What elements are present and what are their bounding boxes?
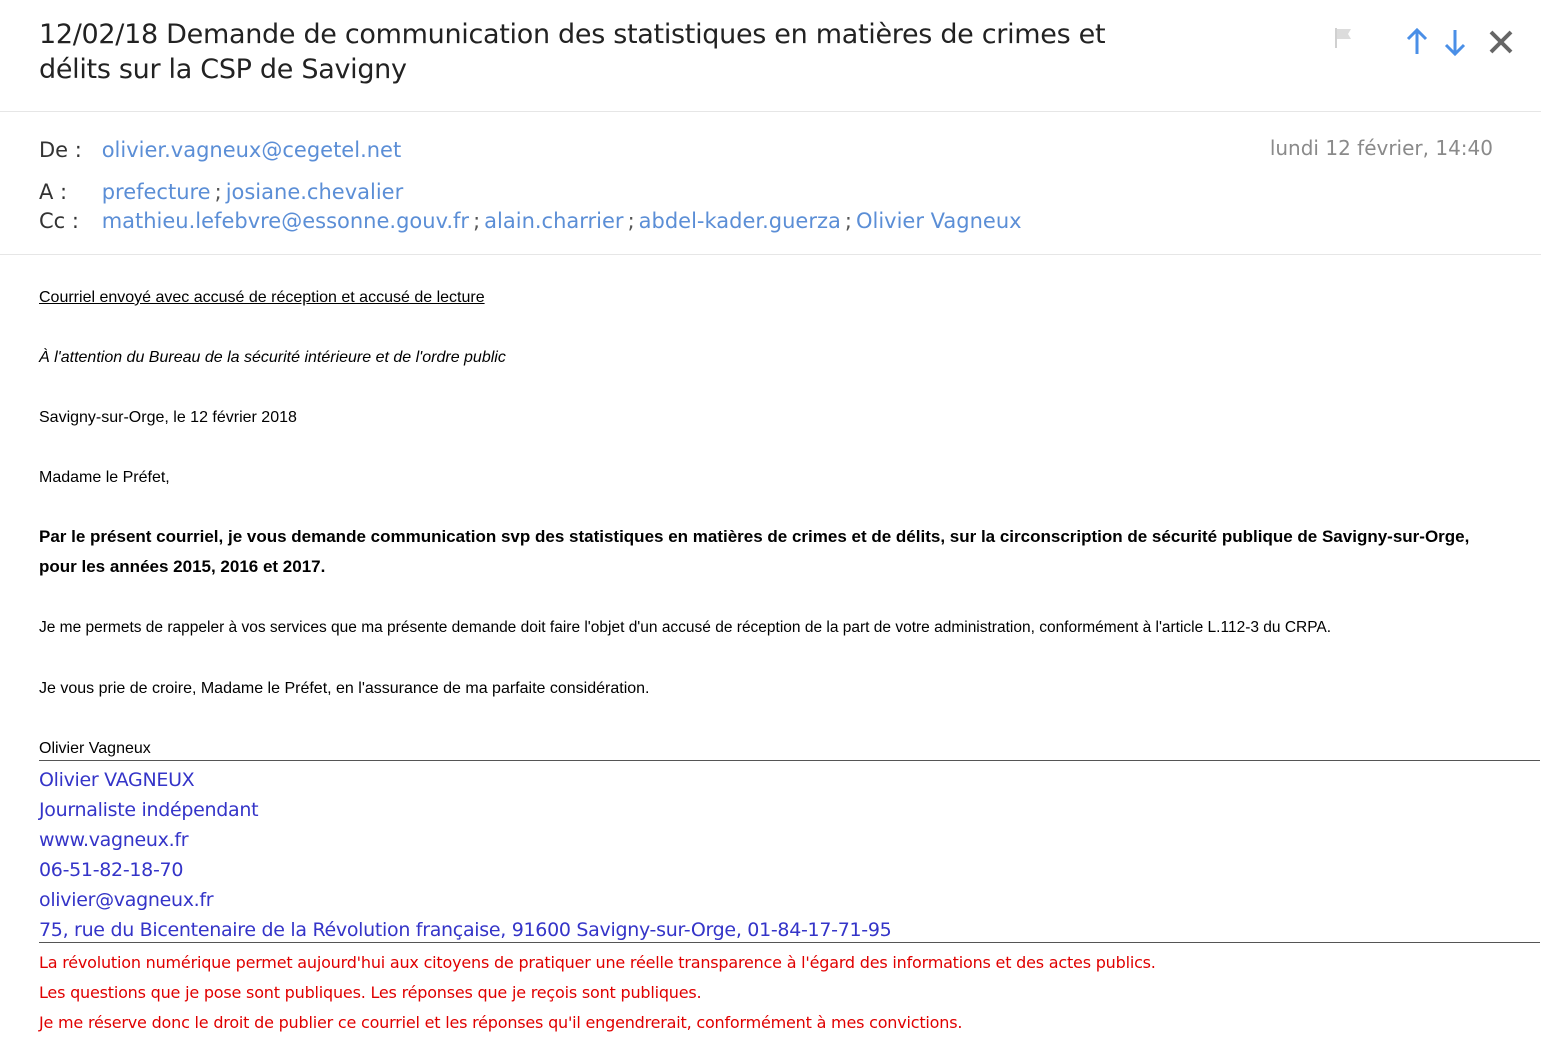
sender-name: Olivier Vagneux — [39, 740, 151, 757]
cc-label: Cc : — [39, 209, 79, 233]
signature-address: 75, rue du Bicentenaire de la Révolution française, 91600 Savigny-sur-Orge, 01-84-17-71-95 — [39, 919, 892, 941]
next-message-button[interactable] — [1439, 24, 1475, 60]
disclaimer-line: Les questions que je pose sont publiques. Les réponses que je reçois sont publiques. — [39, 983, 702, 1002]
from-label: De : — [39, 138, 82, 162]
previous-message-button[interactable] — [1401, 24, 1437, 60]
recipient-separator: ; — [627, 209, 635, 233]
signature-divider-bottom — [39, 942, 1540, 943]
to-recipient[interactable]: prefecture — [101, 180, 211, 204]
disclaimer-line: Je me réserve donc le droit de publier ce courriel et les réponses qu'il engendrerait, conformément à mes convictions. — [39, 1013, 963, 1032]
signature-website[interactable]: www.vagneux.fr — [39, 829, 189, 851]
closing-paragraph: Je vous prie de croire, Madame le Préfet, en l'assurance de ma parfaite considération. — [39, 680, 650, 697]
cc-recipient[interactable]: alain.charrier — [484, 209, 624, 233]
email-subject: 12/02/18 Demande de communication des statistiques en matières de crimes et délits sur la CSP de Savigny — [39, 19, 1106, 85]
arrow-down-icon — [1439, 24, 1475, 58]
place-date: Savigny-sur-Orge, le 12 février 2018 — [39, 409, 297, 426]
recipient-separator: ; — [844, 209, 852, 233]
close-button[interactable] — [1485, 24, 1521, 60]
receipt-notice: Courriel envoyé avec accusé de réception et accusé de lecture — [39, 289, 485, 306]
signature-divider-top — [39, 760, 1540, 761]
from-row — [39, 136, 401, 164]
to-recipient[interactable]: josiane.chevalier — [225, 180, 404, 204]
close-icon — [1485, 24, 1521, 58]
recipient-separator: ; — [473, 209, 481, 233]
signature-phone: 06-51-82-18-70 — [39, 859, 184, 881]
attention-line: À l'attention du Bureau de la sécurité intérieure et de l'ordre public — [39, 349, 506, 366]
from-address[interactable]: olivier.vagneux@cegetel.net — [101, 138, 402, 162]
signature-title: Journaliste indépendant — [39, 799, 259, 821]
cc-recipient[interactable]: Olivier Vagneux — [855, 209, 1022, 233]
signature-email[interactable]: olivier@vagneux.fr — [39, 889, 214, 911]
message-meta — [0, 112, 1541, 255]
signature-name: Olivier VAGNEUX — [39, 769, 195, 791]
recipient-separator: ; — [214, 180, 222, 204]
message-header — [0, 0, 1541, 112]
to-row — [39, 178, 403, 206]
salutation: Madame le Préfet, — [39, 469, 170, 486]
to-label: A : — [39, 180, 68, 204]
cc-row — [39, 207, 1022, 235]
disclaimer-line: La révolution numérique permet aujourd'hui aux citoyens de pratiquer une réelle transparence à l'égard des informations et des actes publics. — [39, 953, 1156, 972]
request-paragraph: Par le présent courriel, je vous demande communication svp des statistiques en matières de crimes et de délits, sur la circonscription de sécurité publique de Savigny-sur-Orge, pour les années 2015, 2016 et 2017. — [39, 527, 1470, 576]
cc-recipient[interactable]: abdel-kader.guerza — [638, 209, 841, 233]
reminder-paragraph: Je me permets de rappeler à vos services que ma présente demande doit faire l'objet d'un accusé de réception de la part de votre administration, conformément à l'article L.112-3 du CRPA. — [39, 619, 1332, 636]
flag-icon — [1329, 24, 1365, 54]
flag-button[interactable] — [1329, 24, 1365, 60]
cc-recipient[interactable]: mathieu.lefebvre@essonne.gouv.fr — [101, 209, 470, 233]
arrow-up-icon — [1401, 24, 1437, 58]
message-date: lundi 12 février, 14:40 — [1269, 136, 1493, 160]
